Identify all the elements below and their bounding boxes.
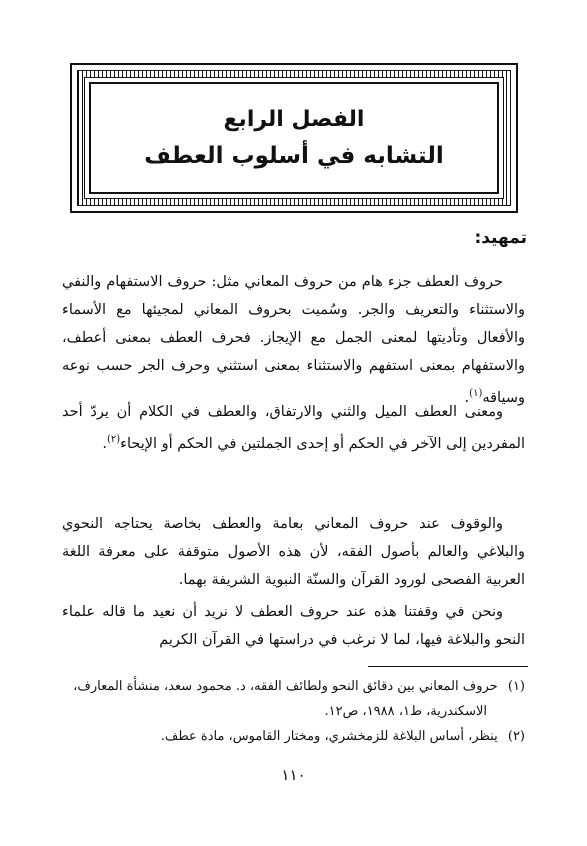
footnote-divider [368, 666, 528, 667]
footnotes [62, 674, 525, 749]
paragraph-end: . [464, 389, 470, 406]
paragraph-1 [62, 268, 525, 412]
footnote-ref: (١) [469, 388, 483, 399]
footnote-number: (٢) [507, 729, 525, 744]
footnote-ref: (٢) [106, 434, 121, 445]
chapter-label: الفصل الرابع [223, 107, 365, 132]
footnote-text: ينظر، أساس البلاغة للزمخشري، ومختار القاموس، مادة عطف. [160, 729, 498, 744]
paragraph-4 [62, 598, 525, 654]
footnote-text-continued: الاسكندرية، ط١، ١٩٨٨، ص١٢. [324, 704, 487, 719]
paragraph-text: والوقوف عند حروف المعاني بعامة والعطف بخاصة يحتاجه النحوي والبلاغي والعالم بأصول الفقه، لأن هذه الأصول متوقفة على معرفة اللغة العربية الفصحى لورود القرآن والسنّة النبوية الشريفة بهما. [62, 516, 525, 588]
frame-inner-border [84, 77, 504, 199]
paragraph-text: حروف العطف جزء هام من حروف المعاني مثل: حروف الاستفهام والنفي والاستثناء والتعريف والجر. وسُميت بحروف المعاني لمجيئها مع الأسماء والأفعال وتأديتها لمعنى الجمل مع الإيجاز. فحرف العطف بمعنى أعطف، والاستفهام بمعنى استفهم والاستثناء بمعنى استثني وحرف الجر حسب نوعه وسياقه [62, 274, 525, 406]
frame-hatched-border [77, 70, 511, 206]
footnote-number: (١) [507, 679, 525, 694]
paragraph-text: ومعنى العطف الميل والثني والارتفاق، والعطف في الكلام أن يردّ أحد المفردين إلى الآخر في الحكم أو إحدى الجملتين في الحكم أو الإيحاء [62, 404, 525, 452]
page-number: ١١٠ [281, 766, 306, 784]
footnote-text: حروف المعاني بين دقائق النحو ولطائف الفقه، د. محمود سعد، منشأة المعارف، [73, 679, 498, 694]
paragraph-end: . [102, 435, 107, 452]
paragraph-text: ونحن في وقفتنا هذه عند حروف العطف لا نريد أن نعيد ما قاله علماء النحو والبلاغة فيها، لما لا نرغب في دراستها في القرآن الكريم [62, 604, 525, 648]
frame-title-box [89, 82, 499, 194]
footnote-1 [62, 674, 525, 724]
paragraph-3 [62, 510, 525, 594]
footnote-2 [62, 724, 525, 749]
paragraph-2 [62, 398, 525, 458]
section-heading: تمهيد: [474, 228, 527, 248]
chapter-title: التشابه في أسلوب العطف [144, 143, 444, 169]
chapter-title-frame [70, 63, 518, 213]
